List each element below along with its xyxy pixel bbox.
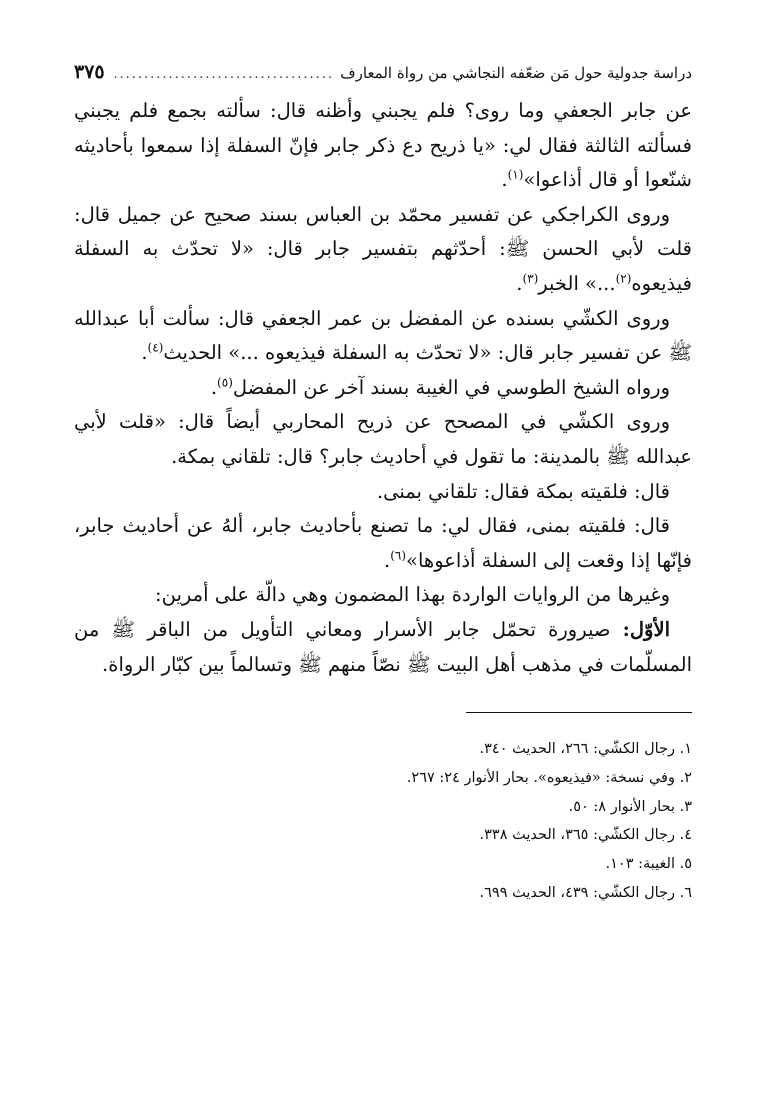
paragraph-text: ...» الخبر xyxy=(538,271,616,295)
body-paragraph xyxy=(74,405,692,474)
footnote-item: ٤. رجال الكشّي: ٣٦٥، الحديث ٣٣٨. xyxy=(479,827,692,844)
paragraph-text: وغيرها من الروايات الواردة بهذا المضمون وهي دالّة على أمرين: xyxy=(155,583,670,607)
footnotes xyxy=(74,735,692,908)
footnote-reference: (٣) xyxy=(522,271,539,286)
paragraph-text: . xyxy=(141,341,148,365)
paragraph-text: عن جابر الجعفي وما روى؟ فلم يجبني وأظنه قال: سألته بجمع فلم يجبني فسألته الثالثة فقال لي: «يا ذريح دع ذكر جابر فإنّ السفلة إذا سمعوا بأحاديثه شنّعوا أو قال أذاعوا» xyxy=(74,99,692,192)
body-paragraph xyxy=(74,613,692,682)
body-paragraph xyxy=(74,509,692,578)
paragraph-text: وروى الكشّي بسنده عن المفضل بن عمر الجعفي قال: سألت أبا عبدالله ﷺ عن تفسير جابر قال: «لا تحدّث به السفلة فيذيعوه ...» الحديث xyxy=(74,306,692,365)
footnote-item: ٢. وفي نسخة: «فيذيعوه». بحار الأنوار ٢٤: ٢٦٧. xyxy=(406,769,692,786)
body-paragraph xyxy=(74,302,692,371)
page-number: ٣٧٥ xyxy=(74,61,105,83)
footnote-reference: (٦) xyxy=(390,548,407,563)
body-paragraph xyxy=(74,371,692,406)
paragraph-text: قال: فلقيته بمكة فقال: تلقاني بمنى. xyxy=(376,479,670,503)
leader-dots xyxy=(111,61,334,89)
footnote-item: ٥. الغيبة: ١٠٣. xyxy=(605,856,692,873)
footnote-reference: (٤) xyxy=(147,340,164,355)
footnote-separator xyxy=(466,712,692,713)
paragraph-text: وروى الكشّي في المصحح عن ذريح المحاربي أيضاً قال: «قلت لأبي عبدالله ﷺ بالمدينة: ما تقول في أحاديث جابر؟ قال: تلقاني بمكة. xyxy=(74,410,692,468)
document-page xyxy=(74,58,692,908)
footnote-item: ١. رجال الكشّي: ٢٦٦، الحديث ٣٤٠. xyxy=(479,741,692,758)
body-text xyxy=(74,94,692,682)
footnote-item: ٣. بحار الأنوار ٨: ٥٠. xyxy=(568,798,692,815)
running-head-title: دراسة جدولية حول مَن ضعّفه النجاشي من رواة المعارف xyxy=(340,64,692,82)
body-paragraph xyxy=(74,198,692,302)
footnote-reference: (٥) xyxy=(217,375,233,390)
body-paragraph xyxy=(74,578,692,613)
paragraph-text: صيرورة تحمّل جابر الأسرار ومعاني التأويل من الباقر ﷺ من المسلّمات في مذهب أهل البيت ﷺ نصّاً منهم ﷺ وتسالماً بين كبّار الرواة. xyxy=(74,617,692,676)
paragraph-text: . xyxy=(210,375,218,399)
paragraph-text: . xyxy=(516,271,523,295)
body-paragraph xyxy=(74,94,692,198)
footnote-reference: (١) xyxy=(507,167,524,182)
body-paragraph xyxy=(74,475,692,510)
footnote-item: ٦. رجال الكشّي: ٤٣٩، الحديث ٦٩٩. xyxy=(479,885,692,902)
paragraph-text: قال: فلقيته بمنى، فقال لي: ما تصنع بأحاديث جابر، ألهُ عن أحاديث جابر، فإنّها إذا وقعت إلى السفلة أذاعوها» xyxy=(74,514,692,572)
footnote-reference: (٢) xyxy=(615,271,632,286)
paragraph-text: ورواه الشيخ الطوسي في الغيبة بسند آخر عن المفضل xyxy=(232,375,670,399)
running-header xyxy=(74,58,692,86)
paragraph-text: وروى الكراجكي عن تفسير محمّد بن العباس بسند صحيح عن جميل قال: قلت لأبي الحسن ﷺ: أحدّثهم بتفسير جابر قال: «لا تحدّث به السفلة فيذيعوه xyxy=(74,202,692,295)
paragraph-text: . xyxy=(501,168,508,192)
paragraph-text: . xyxy=(384,548,391,572)
bold-lead-text: الأوّل: xyxy=(622,617,670,641)
